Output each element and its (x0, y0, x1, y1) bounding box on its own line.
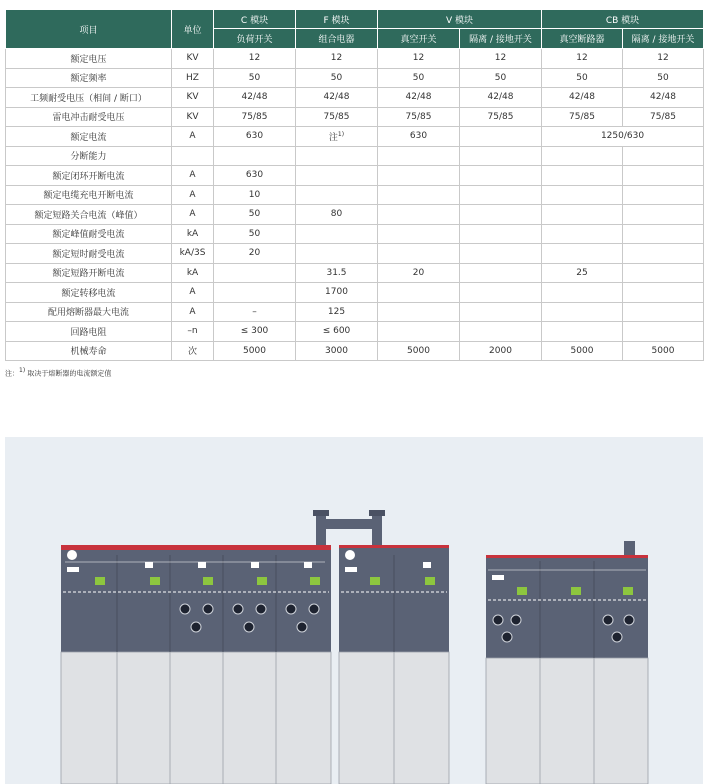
cell-c: 50 (214, 68, 296, 88)
cell-cb2: 75/85 (623, 107, 704, 127)
cell-v2 (460, 302, 542, 322)
cell-v2 (460, 244, 542, 264)
cell-v1: 12 (378, 49, 460, 69)
cell-c: 75/85 (214, 107, 296, 127)
cell-cb2: 12 (623, 49, 704, 69)
table-row (6, 205, 704, 225)
header-group-c: C 模块 (214, 10, 296, 29)
row-label: 额定短路开断电流 (6, 263, 172, 283)
unit-cell: KV (172, 49, 214, 69)
table-row (6, 185, 704, 205)
cell-c: 42/48 (214, 88, 296, 108)
cell-cb1 (542, 205, 623, 225)
table-row (6, 322, 704, 342)
cell-cb2: 50 (623, 68, 704, 88)
cell-v1: 50 (378, 68, 460, 88)
cell-v1 (378, 224, 460, 244)
table-row (6, 302, 704, 322)
cell-cb1: 12 (542, 49, 623, 69)
row-label: 额定电压 (6, 49, 172, 69)
cabinet-middle (339, 545, 449, 784)
subheader: 隔离 / 接地开关 (623, 29, 704, 49)
cell-v2 (460, 127, 542, 147)
cell-f: 1700 (296, 283, 378, 303)
row-label: 额定闭环开断电流 (6, 166, 172, 186)
cell-cb1: 50 (542, 68, 623, 88)
table-row (6, 88, 704, 108)
unit-cell: 次 (172, 341, 214, 361)
table-row (6, 244, 704, 264)
row-label: 额定电流 (6, 127, 172, 147)
cell-f (296, 185, 378, 205)
cell-cb2 (623, 224, 704, 244)
cell-v2 (460, 322, 542, 342)
unit-cell: A (172, 127, 214, 147)
row-label: 工频耐受电压（相间 / 断口） (6, 88, 172, 108)
unit-cell: A (172, 302, 214, 322)
unit-cell: KV (172, 88, 214, 108)
cabinet-right (486, 555, 648, 784)
cell-cb1 (542, 244, 623, 264)
cell-c: ≤ 300 (214, 322, 296, 342)
cell-cb1 (542, 146, 623, 166)
cell-cb1 (542, 302, 623, 322)
cell-cb2 (623, 283, 704, 303)
cell-v2 (460, 205, 542, 225)
cell-c: 50 (214, 224, 296, 244)
switchgear-illustration (5, 437, 703, 784)
cell-v1 (378, 185, 460, 205)
cell-cb1 (542, 166, 623, 186)
cell-f (296, 127, 378, 147)
cell-v1 (378, 205, 460, 225)
cell-v1 (378, 166, 460, 186)
cell-cb2: 42/48 (623, 88, 704, 108)
cell-v1: 5000 (378, 341, 460, 361)
cell-f: 80 (296, 205, 378, 225)
cell-f (296, 224, 378, 244)
cell-cb1 (542, 322, 623, 342)
subheader: 组合电器 (296, 29, 378, 49)
table-row (6, 341, 704, 361)
cell-f: 31.5 (296, 263, 378, 283)
header-item: 项目 (6, 10, 172, 49)
cabinet-left (61, 545, 331, 784)
table-row (6, 146, 704, 166)
footnote (5, 367, 111, 378)
cell-v1 (378, 244, 460, 264)
table-row (6, 127, 704, 147)
unit-cell: kA/3S (172, 244, 214, 264)
cell-v2 (460, 283, 542, 303)
cell-cb2 (623, 185, 704, 205)
cell-cb2 (623, 244, 704, 264)
cell-f (296, 244, 378, 264)
cell-v2: 50 (460, 68, 542, 88)
row-label: 额定短路关合电流（峰值） (6, 205, 172, 225)
cell-cb-merged: 1250/630 (542, 127, 704, 147)
cell-c: 12 (214, 49, 296, 69)
table-body (6, 49, 704, 361)
cell-v2 (460, 185, 542, 205)
unit-cell: HZ (172, 68, 214, 88)
table-row (6, 283, 704, 303)
cell-c: 10 (214, 185, 296, 205)
cell-v1 (378, 322, 460, 342)
header-group-cb: CB 模块 (542, 10, 704, 29)
cell-c (214, 263, 296, 283)
cell-v2: 42/48 (460, 88, 542, 108)
cable-connector (313, 510, 385, 548)
unit-cell: kA (172, 224, 214, 244)
cell-cb1: 5000 (542, 341, 623, 361)
cell-c: 630 (214, 166, 296, 186)
unit-cell: A (172, 205, 214, 225)
cell-c (214, 146, 296, 166)
table-row (6, 166, 704, 186)
cell-v1 (378, 283, 460, 303)
footnote-sup: 1) (19, 367, 26, 374)
cell-v1: 20 (378, 263, 460, 283)
cell-v1: 75/85 (378, 107, 460, 127)
cell-v1: 42/48 (378, 88, 460, 108)
row-label: 额定频率 (6, 68, 172, 88)
unit-cell: A (172, 185, 214, 205)
cell-c: 20 (214, 244, 296, 264)
unit-cell: KV (172, 107, 214, 127)
cell-cb2 (623, 302, 704, 322)
row-label: 配用熔断器最大电流 (6, 302, 172, 322)
row-label: 机械寿命 (6, 341, 172, 361)
cell-cb1 (542, 224, 623, 244)
subheader: 真空开关 (378, 29, 460, 49)
cell-c: 5000 (214, 341, 296, 361)
cell-c: 50 (214, 205, 296, 225)
row-label: 额定电缆充电开断电流 (6, 185, 172, 205)
header-group-v: V 模块 (378, 10, 542, 29)
cell-f: 3000 (296, 341, 378, 361)
cell-v2 (460, 166, 542, 186)
unit-cell: A (172, 166, 214, 186)
cell-cb1: 42/48 (542, 88, 623, 108)
table-row (6, 107, 704, 127)
header-group-f: F 模块 (296, 10, 378, 29)
cell-v2 (460, 263, 542, 283)
cell-cb2 (623, 205, 704, 225)
cell-cb1 (542, 185, 623, 205)
cell-f: ≤ 600 (296, 322, 378, 342)
unit-cell (172, 146, 214, 166)
cell-c (214, 283, 296, 303)
cell-f (296, 166, 378, 186)
header-unit: 单位 (172, 10, 214, 49)
table-row (6, 49, 704, 69)
row-label: 额定短时耐受电流 (6, 244, 172, 264)
cell-v1: 630 (378, 127, 460, 147)
cell-c: – (214, 302, 296, 322)
cell-f: 42/48 (296, 88, 378, 108)
cell-v2: 2000 (460, 341, 542, 361)
unit-cell: A (172, 283, 214, 303)
cell-v2: 12 (460, 49, 542, 69)
table-row (6, 68, 704, 88)
footnote-text: 取决于熔断器的电流额定值 (27, 369, 112, 378)
cell-f: 75/85 (296, 107, 378, 127)
top-stub (624, 541, 635, 555)
cell-v1 (378, 146, 460, 166)
cell-f-text: 注 (328, 132, 338, 143)
cell-f-sup: 1) (337, 130, 345, 138)
unit-cell: –n (172, 322, 214, 342)
row-label: 额定转移电流 (6, 283, 172, 303)
cell-v2 (460, 224, 542, 244)
cell-c: 630 (214, 127, 296, 147)
cell-v2: 75/85 (460, 107, 542, 127)
cell-cb2 (623, 263, 704, 283)
cell-f (296, 146, 378, 166)
cell-cb2 (623, 322, 704, 342)
cell-cb1: 25 (542, 263, 623, 283)
table-row (6, 224, 704, 244)
row-label: 分断能力 (6, 146, 172, 166)
row-label: 回路电阻 (6, 322, 172, 342)
cell-v1 (378, 302, 460, 322)
subheader: 隔离 / 接地开关 (460, 29, 542, 49)
cell-f: 12 (296, 49, 378, 69)
cell-v2 (460, 146, 542, 166)
cell-f: 50 (296, 68, 378, 88)
cell-cb2 (623, 166, 704, 186)
cell-cb2: 5000 (623, 341, 704, 361)
footnote-prefix: 注： (5, 369, 19, 378)
cell-cb1 (542, 283, 623, 303)
row-label: 雷电冲击耐受电压 (6, 107, 172, 127)
subheader: 真空断路器 (542, 29, 623, 49)
cell-cb2 (623, 146, 704, 166)
unit-cell: kA (172, 263, 214, 283)
spec-table (5, 9, 704, 361)
cell-cb1: 75/85 (542, 107, 623, 127)
table-row (6, 263, 704, 283)
cell-f: 125 (296, 302, 378, 322)
row-label: 额定峰值耐受电流 (6, 224, 172, 244)
subheader: 负荷开关 (214, 29, 296, 49)
